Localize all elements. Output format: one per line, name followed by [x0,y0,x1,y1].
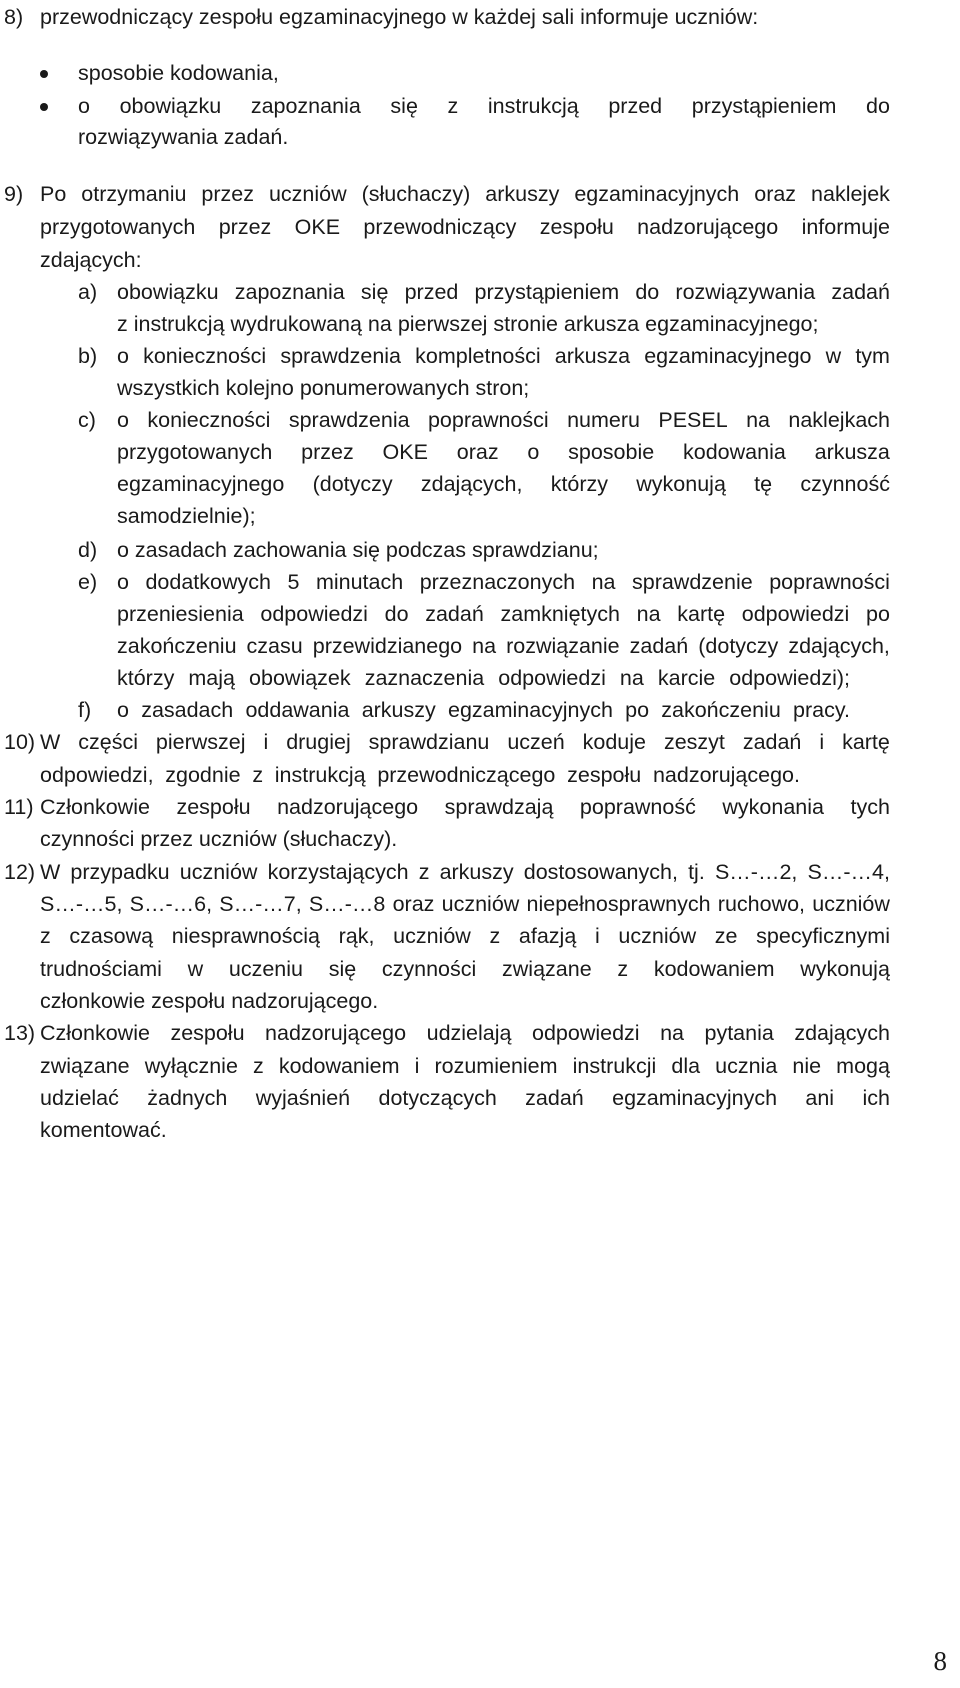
subitem-a-label: a) [78,280,98,304]
item-10-line-1: W części pierwszej i drugiej sprawdzianu uczeń koduje zeszyt zadań i kartę [40,730,890,754]
item-11-line-2: czynności przez uczniów (słuchaczy). [40,827,398,851]
subitem-a-line-2: z instrukcją wydrukowaną na pierwszej stronie arkusza egzaminacyjnego; [117,312,819,336]
subitem-c-line-2: przygotowanych przez OKE oraz o sposobie kodowania arkusza [117,440,890,464]
item-8-bullet-1: sposobie kodowania, [78,61,279,85]
subitem-d-label: d) [78,538,98,562]
page-number: 8 [933,1646,947,1676]
item-8-bullet-2-cont: rozwiązywania zadań. [78,125,289,149]
subitem-b-line-2: wszystkich kolejno ponumerowanych stron; [117,376,530,400]
item-8-bullet-2: o obowiązku zapoznania się z instrukcją przed przystąpieniem do [78,94,890,118]
subitem-c-label: c) [78,408,96,432]
bullet-icon [40,103,48,111]
item-8-text: przewodniczący zespołu egzaminacyjnego w każdej sali informuje uczniów: [40,5,759,29]
item-12-line-2: S…-…5, S…-…6, S…-…7, S…-…8 oraz uczniów niepełnosprawnych ruchowo, uczniów [40,892,890,916]
item-12-line-3: z czasową niesprawnością rąk, uczniów z afazją i uczniów ze specyficznymi [40,924,890,948]
subitem-c-line-4: samodzielnie); [117,504,256,528]
item-9-line-3: zdających: [40,248,142,272]
subitem-a-line-1: obowiązku zapoznania się przed przystąpieniem do rozwiązywania zadań [117,280,890,304]
subitem-e-line-4: którzy mają obowiązek zaznaczenia odpowiedzi na karcie odpowiedzi); [117,666,850,690]
subitem-f-line-1: o zasadach oddawania arkuszy egzaminacyjnych po zakończeniu pracy. [117,698,850,722]
bullet-icon [40,70,48,78]
item-12-line-4: trudnościami w uczeniu się czynności związane z kodowaniem wykonują [40,957,890,981]
subitem-e-line-2: przeniesienia odpowiedzi do zadań zamkniętych na kartę odpowiedzi po [117,602,890,626]
subitem-e-label: e) [78,570,98,594]
item-11-number: 11) [4,795,34,819]
item-10-number: 10) [4,730,36,754]
subitem-d-line-1: o zasadach zachowania się podczas sprawdzianu; [117,538,599,562]
subitem-b-label: b) [78,344,98,368]
subitem-e-line-3: zakończeniu czasu przewidzianego na rozwiązanie zadań (dotyczy zdających, [117,634,890,658]
subitem-e-line-1: o dodatkowych 5 minutach przeznaczonych na sprawdzenie poprawności [117,570,890,594]
subitem-f-label: f) [78,698,92,722]
subitem-c-line-3: egzaminacyjnego (dotyczy zdających, którzy wykonują tę czynność [117,472,890,496]
item-13-line-2: związane wyłącznie z kodowaniem i rozumieniem instrukcji dla ucznia nie mogą [40,1054,890,1078]
item-13-line-4: komentować. [40,1118,167,1142]
subitem-b-line-1: o konieczności sprawdzenia kompletności arkusza egzaminacyjnego w tym [117,344,890,368]
item-9-line-1: Po otrzymaniu przez uczniów (słuchaczy) arkuszy egzaminacyjnych oraz naklejek [40,182,890,206]
item-13-number: 13) [4,1021,36,1045]
item-12-number: 12) [4,860,36,884]
item-13-line-1: Członkowie zespołu nadzorującego udzielają odpowiedzi na pytania zdających [40,1021,890,1045]
item-13-line-3: udzielać żadnych wyjaśnień dotyczących zadań egzaminacyjnych ani ich [40,1086,890,1110]
item-11-line-1: Członkowie zespołu nadzorującego sprawdzają poprawność wykonania tych [40,795,890,819]
item-8-number: 8) [4,5,24,29]
item-9-number: 9) [4,182,24,206]
item-12-line-5: członkowie zespołu nadzorującego. [40,989,379,1013]
item-9-line-2: przygotowanych przez OKE przewodniczący zespołu nadzorującego informuje [40,215,890,239]
subitem-c-line-1: o konieczności sprawdzenia poprawności numeru PESEL na naklejkach [117,408,890,432]
item-12-line-1: W przypadku uczniów korzystających z arkuszy dostosowanych, tj. S…-…2, S…-…4, [40,860,890,884]
item-10-line-2: odpowiedzi, zgodnie z instrukcją przewodniczącego zespołu nadzorującego. [40,763,800,787]
